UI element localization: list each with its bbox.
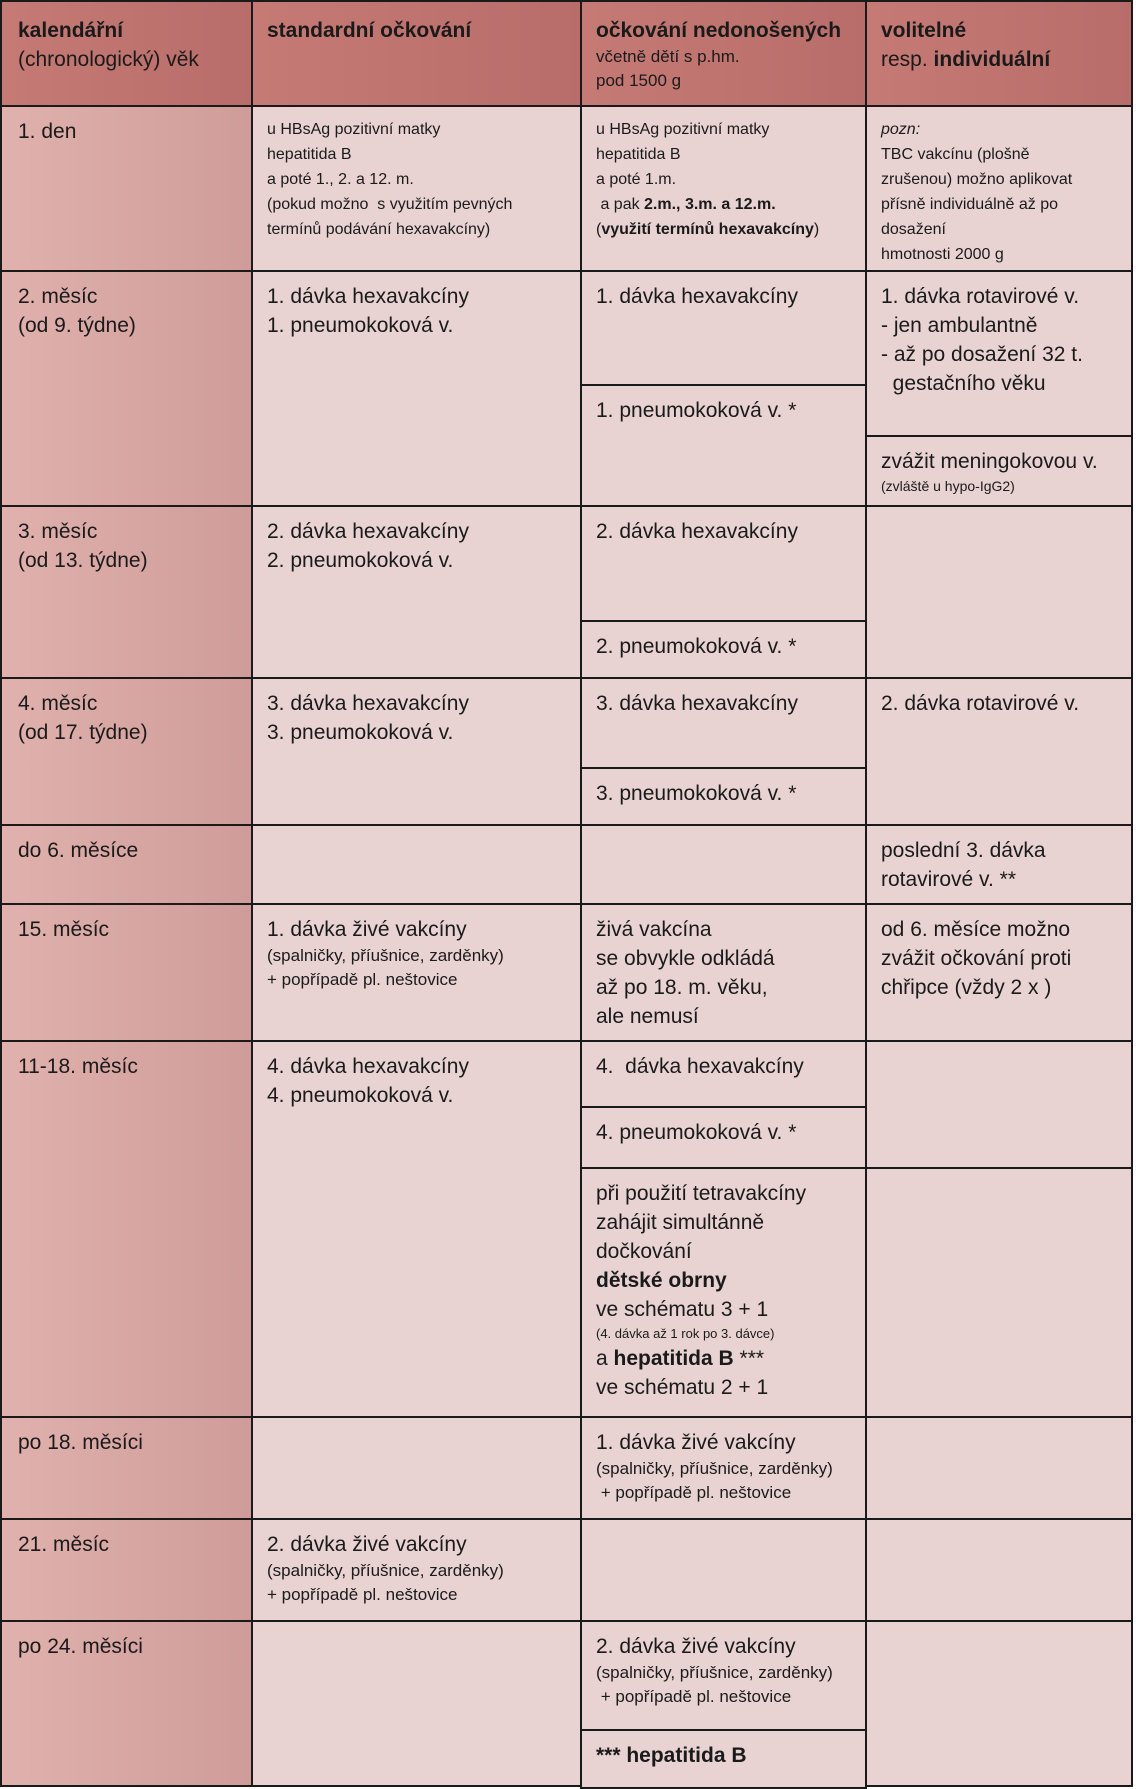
cell-text: poslední 3. dávka <box>881 839 1046 862</box>
age-cell <box>0 105 253 272</box>
premature-cell <box>580 1620 867 1731</box>
cell-text: (od 17. týdne) <box>18 721 148 744</box>
optional-cell <box>865 1040 1133 1169</box>
cell-line <box>267 16 566 45</box>
age-cell <box>0 824 253 905</box>
cell-text: a pak <box>596 196 645 213</box>
cell-text: termínů podávání hexavakcíny) <box>267 221 491 238</box>
cell-text: hmotnosti 2000 g <box>881 246 1004 263</box>
cell-line <box>596 632 851 661</box>
cell-line <box>18 1632 237 1661</box>
bold-text: *** hepatitida B <box>596 1744 747 1767</box>
cell-line <box>267 915 566 944</box>
cell-line <box>596 1373 851 1402</box>
cell-text: 4. pneumokoková v. <box>267 1084 454 1107</box>
age-cell <box>0 1416 253 1520</box>
cell-text: 1. pneumokoková v. * <box>596 399 797 422</box>
cell-line <box>18 282 237 311</box>
optional-cell <box>865 105 1133 272</box>
bold-text: 2.m., 3.m. a 12.m. <box>644 196 776 213</box>
cell-line <box>881 311 1117 340</box>
cell-line <box>267 217 566 242</box>
cell-line <box>596 396 851 425</box>
optional-cell <box>865 903 1133 1042</box>
cell-line <box>18 311 237 340</box>
cell-text: (spalničky, příušnice, zarděnky) <box>596 1663 833 1682</box>
cell-line <box>18 117 237 146</box>
cell-text: 1. dávka hexavakcíny <box>596 285 798 308</box>
age-cell <box>0 505 253 679</box>
cell-line <box>596 915 851 944</box>
cell-line <box>596 1457 851 1481</box>
cell-text: 2. dávka živé vakcíny <box>267 1533 467 1556</box>
cell-text: + popřípadě pl. neštovice <box>596 1483 792 1502</box>
cell-line <box>18 836 237 865</box>
cell-line <box>881 142 1117 167</box>
header-cell-premature <box>580 0 867 107</box>
cell-text: 2. pneumokoková v. * <box>596 635 797 658</box>
cell-text: + popřípadě pl. neštovice <box>267 1585 458 1604</box>
cell-line <box>881 476 1117 496</box>
cell-line <box>267 517 566 546</box>
cell-text: (4. dávka až 1 rok po 3. dávce) <box>596 1326 775 1341</box>
bold-text: hepatitida B <box>613 1347 734 1370</box>
cell-line <box>881 944 1117 973</box>
cell-line <box>596 1741 851 1770</box>
premature-cell <box>580 824 867 905</box>
cell-text: až po 18. m. věku, <box>596 976 768 999</box>
premature-cell <box>580 1040 867 1108</box>
cell-line <box>267 968 566 992</box>
cell-line <box>596 1052 851 1081</box>
cell-line <box>596 167 851 192</box>
cell-text: resp. <box>881 48 934 71</box>
premature-cell <box>580 767 867 828</box>
bold-text: využití termínů hexavakcíny <box>601 221 814 238</box>
cell-line <box>881 340 1117 369</box>
premature-cell <box>580 505 867 622</box>
cell-text: 2. dávka živé vakcíny <box>596 1635 796 1658</box>
cell-text: chřipce (vždy 2 x ) <box>881 976 1052 999</box>
cell-text: ale nemusí <box>596 1005 699 1028</box>
cell-text: zvážit očkování proti <box>881 947 1072 970</box>
age-cell <box>0 1518 253 1622</box>
cell-line <box>596 517 851 546</box>
cell-text: - až po dosažení 32 t. <box>881 343 1083 366</box>
cell-text: dočkování <box>596 1240 692 1263</box>
optional-cell <box>865 435 1133 509</box>
italic-text: pozn: <box>881 121 921 138</box>
cell-text: dosažení <box>881 221 946 238</box>
cell-text: 2. dávka rotavirové v. <box>881 692 1080 715</box>
cell-line <box>596 117 851 142</box>
cell-line <box>596 1002 851 1031</box>
cell-text: (zvláště u hypo-IgG2) <box>881 478 1015 494</box>
cell-text: 3. dávka hexavakcíny <box>596 692 798 715</box>
cell-line <box>267 546 566 575</box>
cell-line <box>267 1052 566 1081</box>
cell-text: do 6. měsíce <box>18 839 139 862</box>
bold-text: kalendářní <box>18 19 124 42</box>
cell-line <box>18 517 237 546</box>
cell-text: - jen ambulantně <box>881 314 1038 337</box>
cell-text: + popřípadě pl. neštovice <box>596 1687 792 1706</box>
cell-text: 11-18. měsíc <box>18 1055 138 1078</box>
cell-text: (pokud možno s využitím pevných <box>267 196 513 213</box>
cell-line <box>18 1428 237 1457</box>
age-cell <box>0 1040 253 1418</box>
premature-cell <box>580 1518 867 1622</box>
premature-cell <box>580 1416 867 1520</box>
bold-text: volitelné <box>881 19 967 42</box>
cell-line <box>596 217 851 242</box>
cell-line <box>881 973 1117 1002</box>
cell-text: pod 1500 g <box>596 71 682 90</box>
cell-line <box>596 1179 851 1208</box>
cell-text: gestačního věku <box>881 372 1046 395</box>
cell-line <box>267 311 566 340</box>
standard-cell <box>251 1416 582 1520</box>
cell-text: ) <box>813 221 820 238</box>
cell-text: (spalničky, příušnice, zarděnky) <box>596 1459 833 1478</box>
cell-text: při použití tetravakcíny <box>596 1182 807 1205</box>
cell-line <box>596 1661 851 1685</box>
cell-line <box>881 836 1117 865</box>
cell-line <box>267 689 566 718</box>
cell-text: hepatitida B <box>267 146 352 163</box>
standard-cell <box>251 903 582 1042</box>
cell-line <box>267 192 566 217</box>
cell-text: (spalničky, příušnice, zarděnky) <box>267 946 504 965</box>
optional-cell <box>865 1416 1133 1520</box>
cell-text: a poté 1., 2. a 12. m. <box>267 171 414 188</box>
cell-line <box>596 1237 851 1266</box>
cell-line <box>596 45 851 69</box>
cell-text: 1. dávka živé vakcíny <box>596 1431 796 1454</box>
cell-line <box>881 117 1117 142</box>
cell-line <box>267 117 566 142</box>
header-cell-optional <box>865 0 1133 107</box>
cell-line <box>267 282 566 311</box>
cell-line <box>596 192 851 217</box>
cell-text: 4. pneumokoková v. * <box>596 1121 797 1144</box>
cell-line <box>18 16 237 45</box>
premature-cell <box>580 677 867 769</box>
cell-line <box>267 944 566 968</box>
bold-text: standardní očkování <box>267 19 472 42</box>
cell-line <box>18 1530 237 1559</box>
standard-cell <box>251 1040 582 1418</box>
cell-line <box>267 167 566 192</box>
cell-text: rotavirové v. ** <box>881 868 1016 891</box>
cell-line <box>18 45 237 74</box>
cell-line <box>881 242 1117 267</box>
cell-text: *** <box>733 1347 765 1370</box>
cell-line <box>596 944 851 973</box>
cell-text: a <box>596 1347 614 1370</box>
age-cell <box>0 1620 253 1787</box>
cell-line <box>18 546 237 575</box>
cell-line <box>881 369 1117 398</box>
cell-text: zahájit simultánně <box>596 1211 765 1234</box>
standard-cell <box>251 505 582 679</box>
cell-text: TBC vakcínu (plošně <box>881 146 1030 163</box>
cell-line <box>881 282 1117 311</box>
cell-text: přísně individuálně až po <box>881 196 1059 213</box>
cell-text: 1. dávka rotavirové v. <box>881 285 1080 308</box>
cell-text: se obvykle odkládá <box>596 947 775 970</box>
premature-cell <box>580 105 867 272</box>
optional-cell <box>865 824 1133 905</box>
cell-text: 3. měsíc <box>18 520 98 543</box>
cell-text: 1. den <box>18 120 77 143</box>
cell-text: zvážit meningokovou v. <box>881 450 1098 473</box>
standard-cell <box>251 270 582 507</box>
cell-text: 3. pneumokoková v. * <box>596 782 797 805</box>
cell-line <box>596 1295 851 1324</box>
cell-text: ve schématu 2 + 1 <box>596 1376 769 1399</box>
premature-cell <box>580 1106 867 1169</box>
cell-text: 1. dávka hexavakcíny <box>267 285 469 308</box>
premature-cell <box>580 903 867 1042</box>
cell-line <box>267 1583 566 1607</box>
optional-cell <box>865 677 1133 826</box>
cell-text: 2. dávka hexavakcíny <box>596 520 798 543</box>
cell-line <box>596 689 851 718</box>
cell-line <box>596 142 851 167</box>
cell-text: po 18. měsíci <box>18 1431 143 1454</box>
cell-text: + popřípadě pl. neštovice <box>267 970 458 989</box>
cell-line <box>18 915 237 944</box>
cell-text: (spalničky, příušnice, zarděnky) <box>267 1561 504 1580</box>
age-cell <box>0 903 253 1042</box>
premature-cell <box>580 620 867 681</box>
cell-line <box>881 217 1117 242</box>
age-cell <box>0 677 253 826</box>
premature-cell <box>580 1729 867 1789</box>
cell-text: 15. měsíc <box>18 918 110 941</box>
cell-text: včetně dětí s p.hm. <box>596 47 740 66</box>
cell-line <box>596 1266 851 1295</box>
standard-cell <box>251 1518 582 1622</box>
cell-line <box>596 69 851 93</box>
cell-line <box>596 1324 851 1344</box>
cell-text: 1. pneumokoková v. <box>267 314 454 337</box>
cell-line <box>881 45 1117 74</box>
cell-text: a poté 1.m. <box>596 171 677 188</box>
cell-text: 4. dávka hexavakcíny <box>267 1055 469 1078</box>
cell-text: u HBsAg pozitivní matky <box>596 121 770 138</box>
cell-line <box>881 16 1117 45</box>
premature-cell <box>580 384 867 509</box>
cell-line <box>881 915 1117 944</box>
age-cell <box>0 270 253 507</box>
cell-text: 3. dávka hexavakcíny <box>267 692 469 715</box>
premature-cell <box>580 1167 867 1422</box>
cell-line <box>881 689 1117 718</box>
cell-line <box>596 1632 851 1661</box>
cell-line <box>267 718 566 747</box>
cell-text: (chronologický) věk <box>18 48 199 71</box>
cell-line <box>18 718 237 747</box>
cell-line <box>881 865 1117 894</box>
cell-line <box>18 689 237 718</box>
cell-text: 2. pneumokoková v. <box>267 549 454 572</box>
cell-text: 4. měsíc <box>18 692 98 715</box>
optional-cell <box>865 1518 1133 1622</box>
cell-line <box>596 973 851 1002</box>
bold-text: dětské obrny <box>596 1269 727 1292</box>
cell-text: po 24. měsíci <box>18 1635 143 1658</box>
cell-text: 21. měsíc <box>18 1533 110 1556</box>
cell-text: zrušenou) možno aplikovat <box>881 171 1073 188</box>
cell-line <box>881 447 1117 476</box>
bold-text: očkování nedonošených <box>596 19 842 42</box>
cell-text: ( <box>596 221 602 238</box>
cell-line <box>596 282 851 311</box>
cell-line <box>596 1208 851 1237</box>
cell-text: (od 13. týdne) <box>18 549 148 572</box>
cell-line <box>596 1481 851 1505</box>
cell-line <box>267 1081 566 1110</box>
cell-line <box>596 779 851 808</box>
cell-text: 3. pneumokoková v. <box>267 721 454 744</box>
header-cell-age <box>0 0 253 107</box>
cell-text: 2. dávka hexavakcíny <box>267 520 469 543</box>
header-cell-standard <box>251 0 582 107</box>
optional-cell <box>865 1620 1133 1787</box>
standard-cell <box>251 677 582 826</box>
cell-line <box>596 1118 851 1147</box>
cell-line <box>18 1052 237 1081</box>
cell-text: (od 9. týdne) <box>18 314 136 337</box>
cell-line <box>596 16 851 45</box>
cell-line <box>267 1530 566 1559</box>
bold-text: individuální <box>933 48 1051 71</box>
cell-text: živá vakcína <box>596 918 712 941</box>
cell-text: ve schématu 3 + 1 <box>596 1298 769 1321</box>
cell-text: od 6. měsíce možno <box>881 918 1071 941</box>
standard-cell <box>251 1620 582 1787</box>
optional-cell <box>865 270 1133 437</box>
premature-cell <box>580 270 867 386</box>
cell-text: 4. dávka hexavakcíny <box>596 1055 804 1078</box>
cell-text: u HBsAg pozitivní matky <box>267 121 441 138</box>
cell-text: 1. dávka živé vakcíny <box>267 918 467 941</box>
cell-line <box>596 1344 851 1373</box>
optional-cell <box>865 505 1133 679</box>
cell-line <box>596 1685 851 1709</box>
cell-line <box>596 1428 851 1457</box>
cell-line <box>267 142 566 167</box>
cell-line <box>881 192 1117 217</box>
optional-cell <box>865 1167 1133 1420</box>
cell-text: 2. měsíc <box>18 285 98 308</box>
standard-cell <box>251 105 582 272</box>
cell-line <box>267 1559 566 1583</box>
standard-cell <box>251 824 582 905</box>
cell-text: hepatitida B <box>596 146 681 163</box>
cell-line <box>881 167 1117 192</box>
